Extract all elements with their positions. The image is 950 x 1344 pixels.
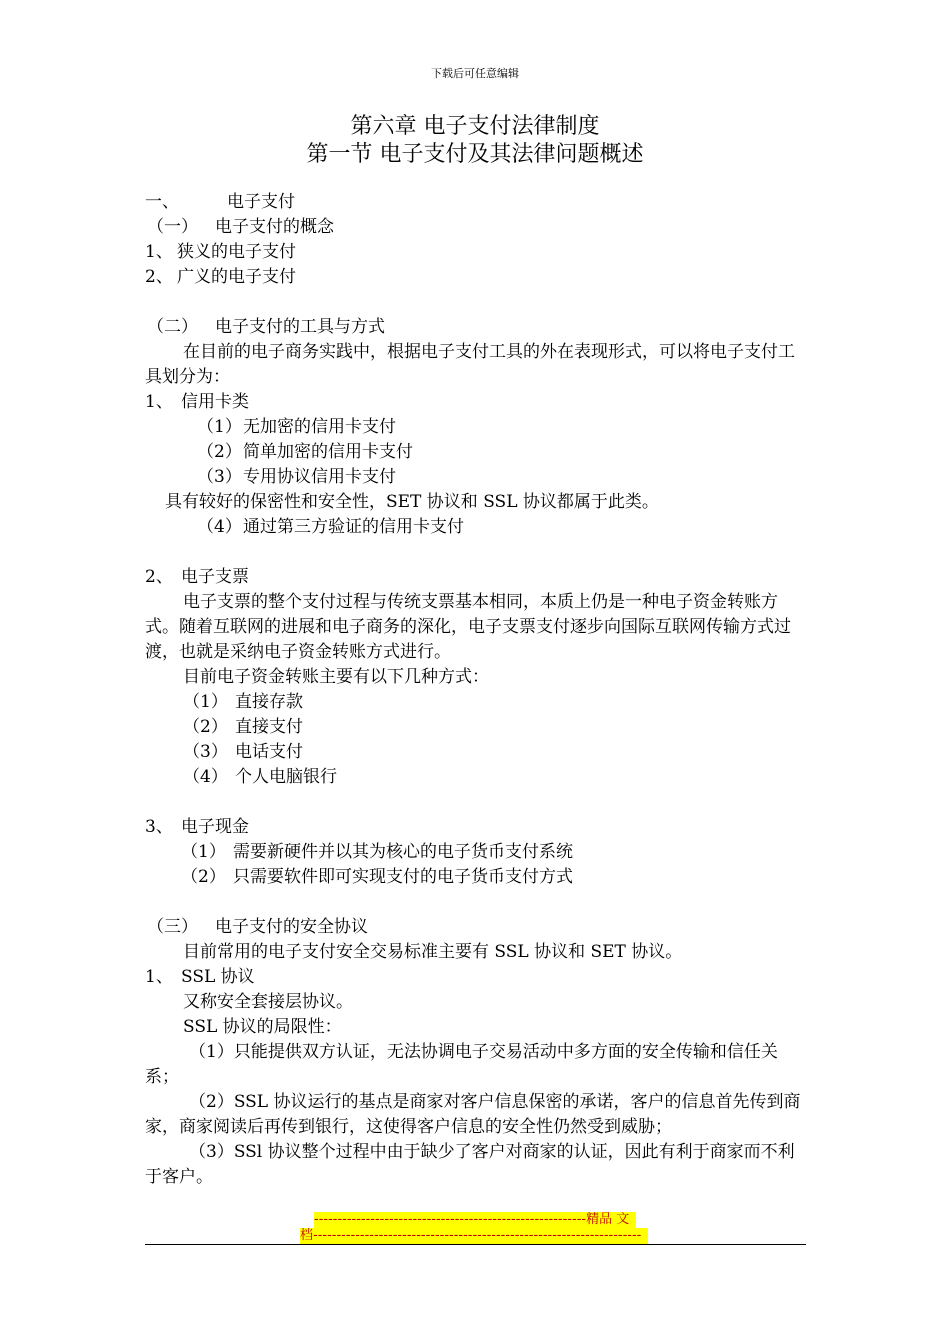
- section-title: 第一节 电子支付及其法律问题概述: [306, 142, 644, 167]
- sub-list-item: （1） 需要新硬件并以其为核心的电子货币支付系统: [181, 842, 573, 862]
- heading-1-1: （一） 电子支付的概念: [147, 217, 334, 237]
- paragraph: （2）SSL 协议运行的基点是商家对客户信息保密的承诺，客户的信息首先传到商家，商家阅读后再传到银行，这使得客户信息的安全性仍然受到威胁；: [145, 1092, 801, 1137]
- sub-list-item: （2） 直接支付: [183, 717, 303, 737]
- sub-list-item: （4） 个人电脑银行: [183, 767, 337, 787]
- list-item: 1、 狭义的电子支付: [145, 242, 296, 262]
- heading-1-number: 一、: [145, 192, 179, 212]
- heading-1-2: （二） 电子支付的工具与方式: [147, 317, 385, 337]
- footer-banner-line: 档----------------------------------------------------------------------: [300, 1228, 648, 1244]
- chapter-title: 第六章 电子支付法律制度: [350, 114, 600, 139]
- paragraph: 又称安全套接层协议。: [183, 992, 353, 1012]
- sub-list-item: （3）专用协议信用卡支付: [197, 467, 396, 487]
- paragraph: 在目前的电子商务实践中，根据电子支付工具的外在表现形式，可以将电子支付工具划分为：: [145, 342, 795, 387]
- sub-list-item: （2）简单加密的信用卡支付: [197, 442, 413, 462]
- note-line: 具有较好的保密性和安全性，SET 协议和 SSL 协议都属于此类。: [165, 492, 659, 512]
- paragraph: 目前电子资金转账主要有以下几种方式：: [183, 667, 489, 687]
- paragraph: （3）SSl 协议整个过程中由于缺少了客户对商家的认证，因此有利于商家而不利于客户。: [145, 1142, 795, 1187]
- document-body: [145, 190, 810, 1190]
- paragraph: 电子支票的整个支付过程与传统支票基本相同，本质上仍是一种电子资金转账方式。随着互联网的进展和电子商务的深化，电子支票支付逐步向国际互联网传输方式过渡，也就是采纳电子资金转账方式进行。: [145, 592, 791, 662]
- heading-1-3: （三） 电子支付的安全协议: [147, 917, 368, 937]
- sub-list-item: （3） 电话支付: [183, 742, 303, 762]
- header-note: 下载后可任意编辑: [431, 67, 519, 80]
- sub-list-item: （1） 直接存款: [183, 692, 303, 712]
- sub-list-item: （4）通过第三方验证的信用卡支付: [197, 517, 464, 537]
- paragraph: SSL 协议的局限性：: [183, 1017, 342, 1037]
- list-item: 1、 SSL 协议: [145, 967, 255, 987]
- list-item: 2、 电子支票: [145, 567, 249, 587]
- heading-1: [145, 190, 810, 215]
- list-item: 3、 电子现金: [145, 817, 249, 837]
- footer-banner: [300, 1212, 650, 1244]
- list-item: 2、 广义的电子支付: [145, 267, 296, 287]
- sub-list-item: （1）无加密的信用卡支付: [197, 417, 396, 437]
- sub-list-item: （2） 只需要软件即可实现支付的电子货币支付方式: [181, 867, 573, 887]
- footer-banner-line: ----------------------------------------------------------精品 文: [314, 1212, 636, 1228]
- heading-1-label: 电子支付: [227, 192, 295, 212]
- footer-divider: [145, 1244, 806, 1245]
- list-item: 1、 信用卡类: [145, 392, 249, 412]
- paragraph: （1）只能提供双方认证，无法协调电子交易活动中多方面的安全传输和信任关系；: [145, 1042, 778, 1087]
- paragraph: 目前常用的电子支付安全交易标准主要有 SSL 协议和 SET 协议。: [183, 942, 683, 962]
